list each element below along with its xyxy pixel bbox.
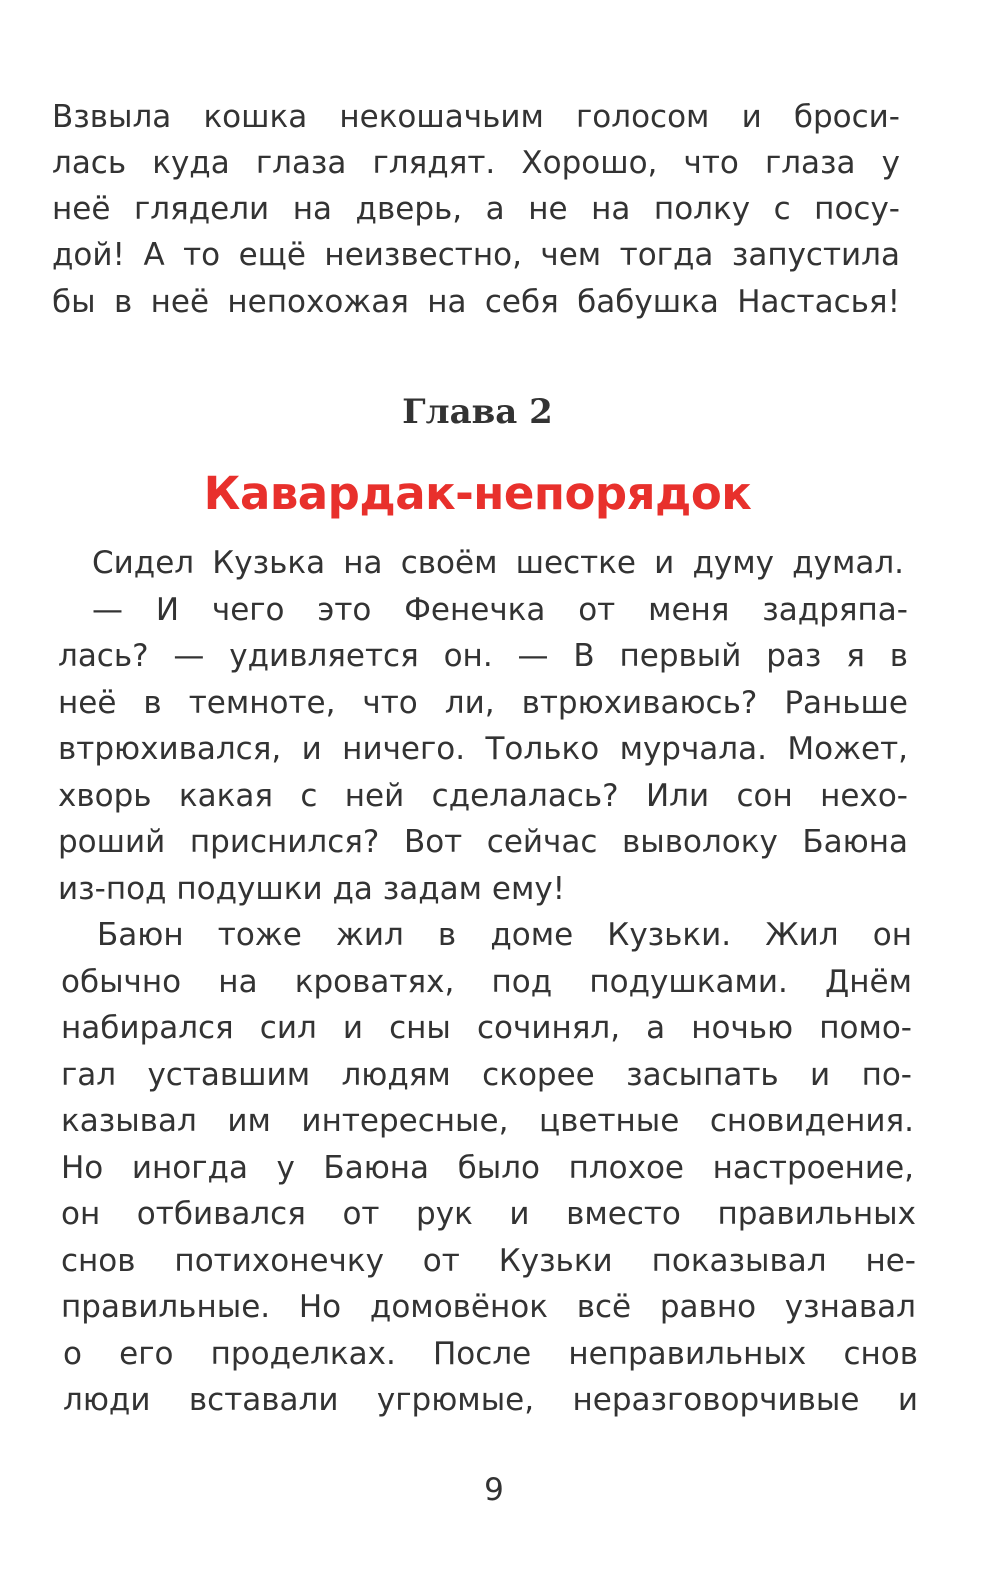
paragraph-line: лась? — удивляется он. — В первый раз я в (58, 638, 908, 674)
intro-line: лась куда глаза глядят. Хорошо, что глаза у (52, 145, 900, 181)
chapter-label: Глава 2 (402, 392, 553, 432)
intro-line: бы в неё непохожая на себя бабушка Настасья! (52, 284, 900, 320)
paragraph-line: правильные. Но домовёнок всё равно узнавал (61, 1289, 916, 1325)
paragraph-line: хворь какая с ней сделалась? Или сон нехо- (58, 778, 908, 814)
paragraph-line: втрюхивался, и ничего. Только мурчала. Может, (58, 731, 908, 767)
paragraph-line: Сидел Кузька на своём шестке и думу думал. (92, 545, 904, 581)
paragraph-line: неё в темноте, что ли, втрюхиваюсь? Раньше (58, 685, 908, 721)
paragraph-line: обычно на кроватях, под подушками. Днём (61, 964, 912, 1000)
chapter-title: Кавардак-непорядок (203, 467, 752, 520)
page-number: 9 (484, 1472, 504, 1508)
paragraph-line: снов потихонечку от Кузьки показывал не- (61, 1243, 916, 1279)
paragraph-line: люди вставали угрюмые, неразговорчивые и (63, 1382, 918, 1418)
paragraph-line: роший приснился? Вот сейчас выволоку Баюна (58, 824, 908, 860)
paragraph-line: он отбивался от рук и вместо правильных (61, 1196, 916, 1232)
paragraph-line: казывал им интересные, цветные сновидения. (61, 1103, 914, 1139)
paragraph-line: Но иногда у Баюна было плохое настроение, (61, 1150, 914, 1186)
intro-line: Взвыла кошка некошачьим голосом и броси- (52, 99, 900, 135)
intro-line: дой! А то ещё неизвестно, чем тогда запустила (52, 237, 900, 273)
intro-line: неё глядели на дверь, а не на полку с посу- (52, 191, 900, 227)
paragraph-line: о его проделках. После неправильных снов (63, 1336, 918, 1372)
paragraph-line: — И чего это Фенечка от меня задряпа- (92, 592, 908, 628)
paragraph-line: Баюн тоже жил в доме Кузьки. Жил он (97, 917, 912, 953)
paragraph-line: гал уставшим людям скорее засыпать и по- (61, 1057, 912, 1093)
paragraph-line: из-под подушки да задам ему! (58, 871, 566, 907)
paragraph-line: набирался сил и сны сочинял, а ночью помо- (61, 1010, 912, 1046)
